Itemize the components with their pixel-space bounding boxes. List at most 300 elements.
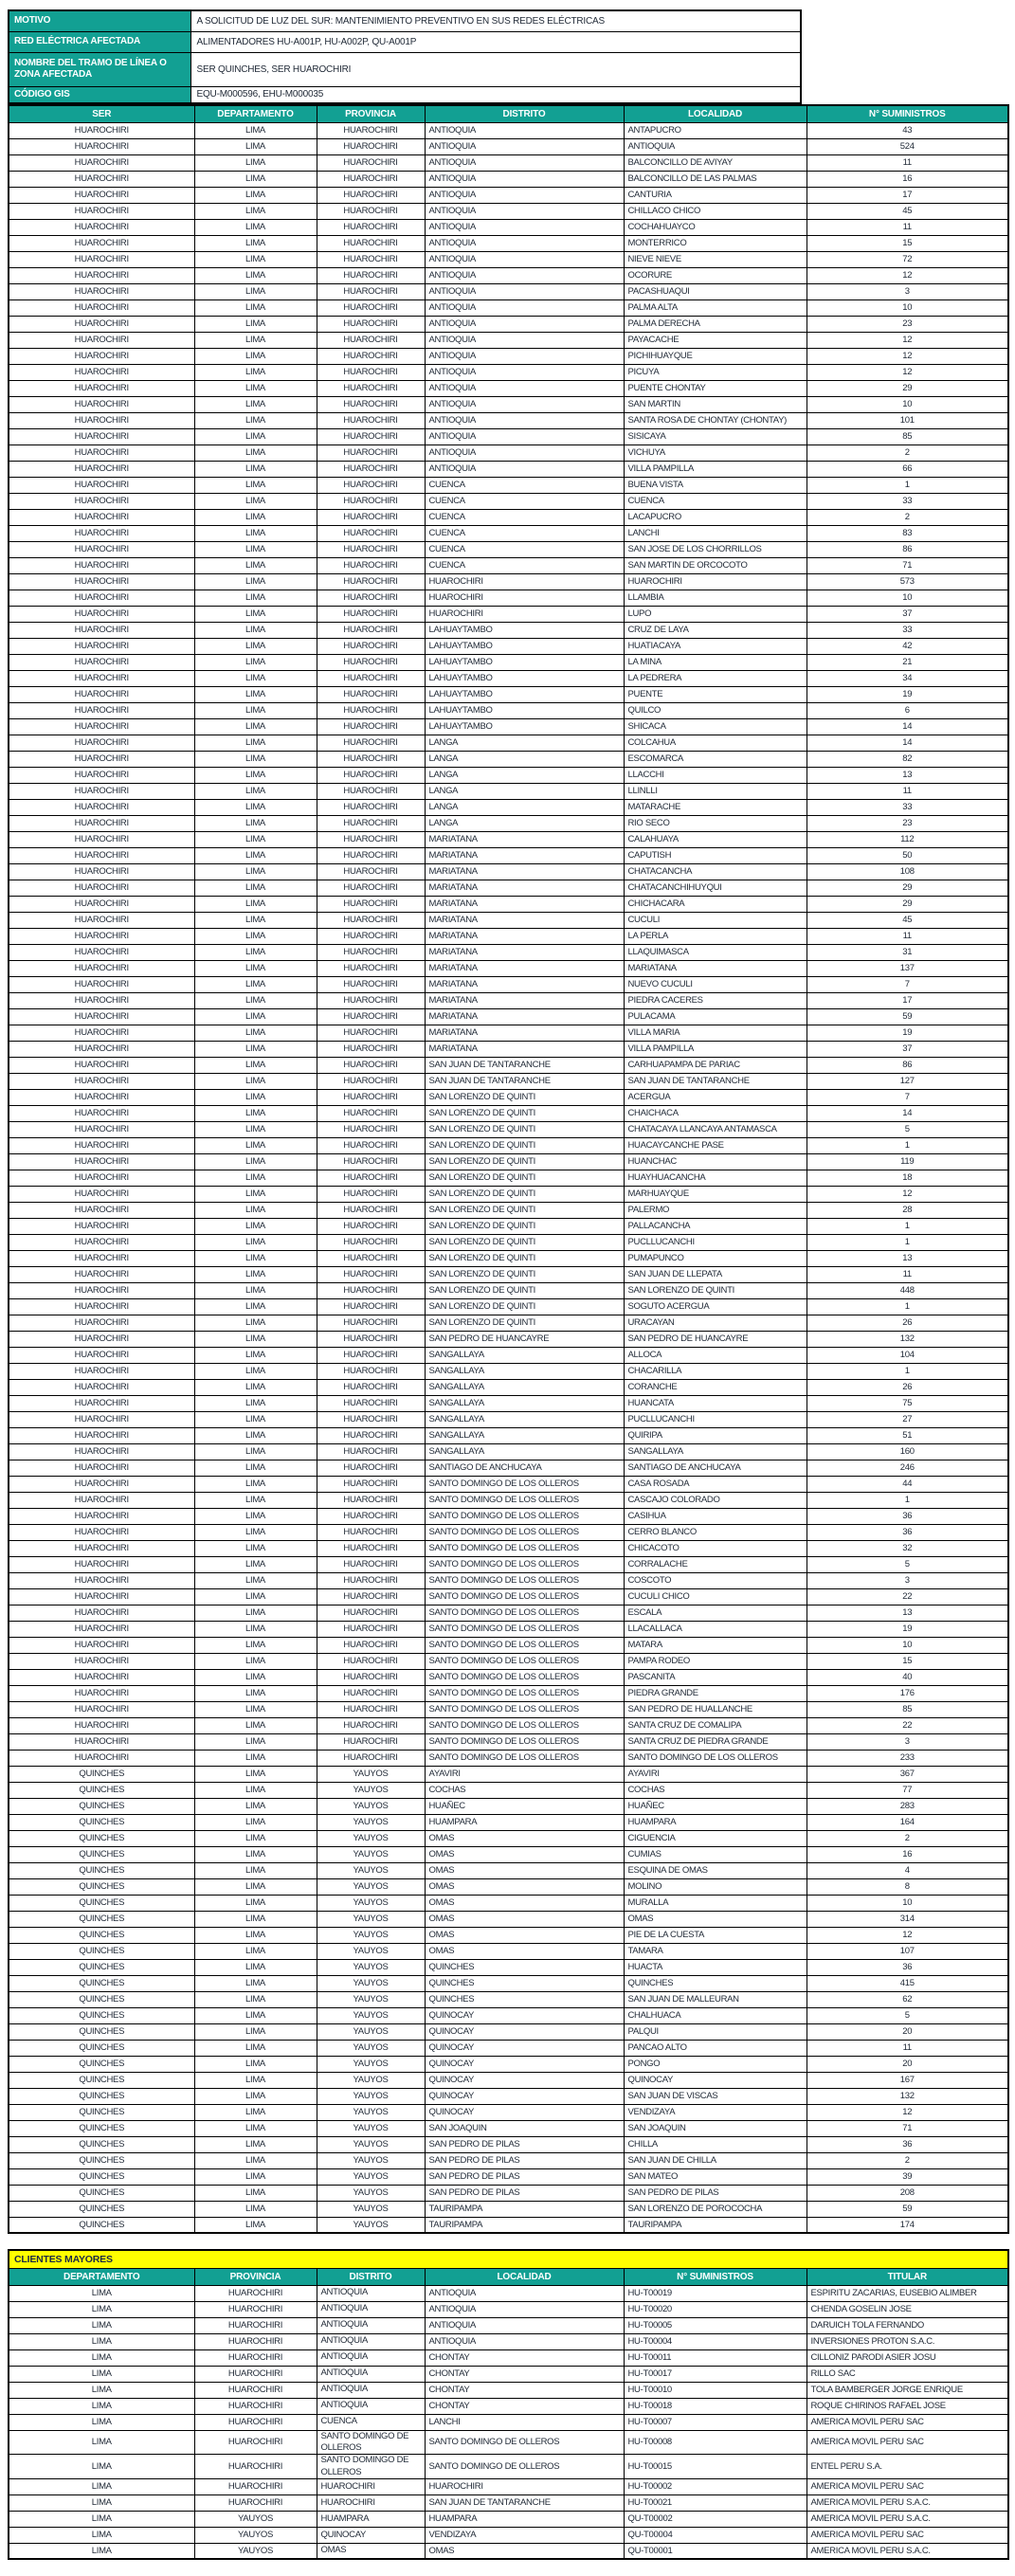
cell: SAN LORENZO DE QUINTI — [425, 1298, 624, 1315]
cell: ANTIOQUIA — [425, 348, 624, 364]
cell: HUAROCHIRI — [317, 1701, 425, 1717]
table-row — [9, 1008, 1008, 1025]
cell: TAMARA — [624, 1943, 807, 1959]
cell: LIMA — [194, 896, 317, 912]
table-row — [9, 1814, 1008, 1830]
cell: HUAROCHIRI — [9, 670, 194, 686]
cell: YAUYOS — [317, 1911, 425, 1927]
cell: HUAROCHIRI — [9, 1701, 194, 1717]
cell: LIMA — [194, 316, 317, 332]
cell: HUAROCHIRI — [317, 235, 425, 251]
cell: SANGALLAYA — [425, 1427, 624, 1443]
cell: HUAROCHIRI — [317, 783, 425, 799]
cell: HUAROCHIRI — [317, 1717, 425, 1733]
cell: SAN JOAQUIN — [425, 2120, 624, 2136]
cell: HUAROCHIRI — [9, 1137, 194, 1153]
cell: 17 — [807, 992, 1008, 1008]
cell: 314 — [807, 1911, 1008, 1927]
cell: HUAROCHIRI — [9, 654, 194, 670]
cell: MARIATANA — [425, 896, 624, 912]
cell: QUINOCAY — [425, 2088, 624, 2104]
cell: COSCOTO — [624, 1572, 807, 1588]
cell: HUAROCHIRI — [317, 847, 425, 863]
cell: SAN LORENZO DE QUINTI — [425, 1250, 624, 1266]
cell: CUENCA — [624, 493, 807, 509]
cell: 66 — [807, 461, 1008, 477]
cell: HUAROCHIRI — [317, 428, 425, 444]
column-header: LOCALIDAD — [624, 105, 807, 122]
cell: 28 — [807, 1202, 1008, 1218]
clientes-mayores-title-row — [9, 2250, 1008, 2268]
cell: LIMA — [194, 606, 317, 622]
cell: SANTO DOMINGO DE LOS OLLEROS — [425, 1605, 624, 1621]
cell: QUINCHES — [9, 2088, 194, 2104]
cell: ANTIOQUIA — [425, 154, 624, 171]
table-row — [9, 2120, 1008, 2136]
cell: 62 — [807, 1991, 1008, 2007]
cell: ANTIOQUIA — [425, 396, 624, 412]
cell: LANGA — [425, 815, 624, 831]
cell: LIMA — [194, 928, 317, 944]
table-row — [9, 686, 1008, 702]
cell: LIMA — [194, 2120, 317, 2136]
table-row — [9, 1991, 1008, 2007]
cell: HUAROCHIRI — [9, 1669, 194, 1685]
cell: HUAROCHIRI — [317, 1234, 425, 1250]
cell: LIMA — [194, 1540, 317, 1556]
cell: MARIATANA — [425, 944, 624, 960]
cell: 107 — [807, 1943, 1008, 1959]
table-row — [9, 1943, 1008, 1959]
cell: LIMA — [194, 1766, 317, 1782]
cell: 11 — [807, 219, 1008, 235]
cell: HUAROCHIRI — [317, 171, 425, 187]
cell: BALCONCILLO DE LAS PALMAS — [624, 171, 807, 187]
cell: 22 — [807, 1717, 1008, 1733]
cell: HUAROCHIRI — [9, 1218, 194, 1234]
cell: LIMA — [194, 2088, 317, 2104]
table-row — [9, 896, 1008, 912]
cell: LIMA — [194, 1492, 317, 1508]
cell: LIMA — [194, 1605, 317, 1621]
cell: HUAROCHIRI — [317, 461, 425, 477]
cell: HUAROCHIRI — [317, 735, 425, 751]
cell: YAUYOS — [317, 2217, 425, 2233]
cell: ANTIOQUIA — [317, 2317, 425, 2333]
cell: HUAROCHIRI — [317, 154, 425, 171]
cell: OMAS — [425, 1927, 624, 1943]
cell: CARHUAPAMPA DE PARIAC — [624, 1057, 807, 1073]
cell: HUAROCHIRI — [317, 1089, 425, 1105]
cell: 33 — [807, 799, 1008, 815]
cell: HUAROCHIRI — [317, 815, 425, 831]
cell: HUAROCHIRI — [194, 2455, 317, 2479]
cell: AMERICA MOVIL PERU S.A.C. — [807, 2543, 1008, 2559]
cell: RIO SECO — [624, 815, 807, 831]
cell: CHILLACO CHICO — [624, 203, 807, 219]
cell: CHATACAYA LLANCAYA ANTAMASCA — [624, 1121, 807, 1137]
cell: HUAROCHIRI — [9, 702, 194, 718]
cell: YAUYOS — [317, 2152, 425, 2168]
cell: HUAROCHIRI — [317, 590, 425, 606]
cell: QUINOCAY — [317, 2527, 425, 2543]
info-label: CÓDIGO GIS — [9, 86, 190, 103]
table-row — [9, 928, 1008, 944]
cell: 85 — [807, 1701, 1008, 1717]
info-row — [9, 52, 801, 86]
cell: YAUYOS — [317, 2088, 425, 2104]
table-row — [9, 1717, 1008, 1733]
table-row — [9, 316, 1008, 332]
cell: 1 — [807, 1298, 1008, 1315]
cell: 104 — [807, 1347, 1008, 1363]
cell: HU-T00011 — [624, 2349, 807, 2366]
cell: HUAROCHIRI — [425, 2478, 624, 2494]
cell: QUINCHES — [9, 1846, 194, 1862]
table-row — [9, 461, 1008, 477]
cell: 29 — [807, 880, 1008, 896]
cell: ANTIOQUIA — [425, 138, 624, 154]
table-row — [9, 299, 1008, 316]
cell: YAUYOS — [317, 2201, 425, 2217]
cell: HUAROCHIRI — [9, 154, 194, 171]
cell: 2 — [807, 2152, 1008, 2168]
cell: HUAROCHIRI — [317, 509, 425, 525]
cell: LIMA — [194, 1814, 317, 1830]
table-row — [9, 2543, 1008, 2559]
cell: LANGA — [425, 767, 624, 783]
cell: SANTO DOMINGO DE LOS OLLEROS — [425, 1588, 624, 1605]
cell: 137 — [807, 960, 1008, 976]
table-row — [9, 2072, 1008, 2088]
cell: LIMA — [194, 735, 317, 751]
table-row — [9, 1733, 1008, 1750]
cell: 85 — [807, 428, 1008, 444]
cell: PUMAPUNCO — [624, 1250, 807, 1266]
cell: HUAROCHIRI — [317, 1572, 425, 1588]
cell: LIMA — [194, 1105, 317, 1121]
cell: ANTIOQUIA — [425, 461, 624, 477]
table-row — [9, 525, 1008, 541]
cell: MARIATANA — [624, 960, 807, 976]
cell: HUAROCHIRI — [9, 1750, 194, 1766]
cell: HUAROCHIRI — [9, 364, 194, 380]
cell: HUAROCHIRI — [9, 912, 194, 928]
cell: HUAROCHIRI — [9, 396, 194, 412]
table-row — [9, 2455, 1008, 2479]
cell: SANGALLAYA — [425, 1411, 624, 1427]
cell: HUAROCHIRI — [9, 896, 194, 912]
cell: OMAS — [425, 1830, 624, 1846]
table-row — [9, 880, 1008, 896]
cell: HUAROCHIRI — [317, 1170, 425, 1186]
table-row — [9, 219, 1008, 235]
cell: YAUYOS — [317, 2120, 425, 2136]
table-row — [9, 590, 1008, 606]
cell: HUAROCHIRI — [425, 606, 624, 622]
cell: LANGA — [425, 783, 624, 799]
cell: NUEVO CUCULI — [624, 976, 807, 992]
cell: LIMA — [194, 2104, 317, 2120]
cell: HUAROCHIRI — [9, 573, 194, 590]
cell: LIMA — [194, 2136, 317, 2152]
cell: ACERGUA — [624, 1089, 807, 1105]
cell: HUAROCHIRI — [317, 880, 425, 896]
cell: CHAICHACA — [624, 1105, 807, 1121]
cell: HUAROCHIRI — [9, 509, 194, 525]
cell: YAUYOS — [194, 2527, 317, 2543]
cell: LIMA — [9, 2414, 194, 2430]
cell: HUAROCHIRI — [317, 831, 425, 847]
cell: SAN PEDRO DE PILAS — [425, 2136, 624, 2152]
cell: HUAROCHIRI — [317, 1621, 425, 1637]
cell: 5 — [807, 2007, 1008, 2023]
cell: AYAVIRI — [624, 1766, 807, 1782]
cell: CUCULI — [624, 912, 807, 928]
cell: HUAROCHIRI — [9, 1605, 194, 1621]
cell: 86 — [807, 541, 1008, 557]
cell: COCHAS — [425, 1782, 624, 1798]
cell: QUINOCAY — [425, 2104, 624, 2120]
cell: OMAS — [425, 1943, 624, 1959]
table-row — [9, 1782, 1008, 1798]
cell: ROQUE CHIRINOS RAFAEL JOSE — [807, 2398, 1008, 2414]
cell: SANTO DOMINGO DE LOS OLLEROS — [425, 1669, 624, 1685]
cell: QUINCHES — [9, 1895, 194, 1911]
cell: LIMA — [194, 767, 317, 783]
cell: URACAYAN — [624, 1315, 807, 1331]
cell: 15 — [807, 1653, 1008, 1669]
table-row — [9, 1105, 1008, 1121]
table-row — [9, 1685, 1008, 1701]
cell: SANTIAGO DE ANCHUCAYA — [624, 1460, 807, 1476]
cell: ANTIOQUIA — [317, 2349, 425, 2366]
cell: CUMIAS — [624, 1846, 807, 1862]
cell: SAN LORENZO DE QUINTI — [425, 1234, 624, 1250]
cell: ESQUINA DE OMAS — [624, 1862, 807, 1878]
cell: VENDIZAYA — [425, 2527, 624, 2543]
cell: ANTAPUCRO — [624, 122, 807, 138]
cell: SAN LORENZO DE POROCOCHA — [624, 2201, 807, 2217]
cell: HUAROCHIRI — [9, 1202, 194, 1218]
table-row — [9, 2201, 1008, 2217]
cell: 132 — [807, 2088, 1008, 2104]
cell: CHATACANCHA — [624, 863, 807, 880]
cell: HUAROCHIRI — [9, 783, 194, 799]
cell: CUENCA — [317, 2414, 425, 2430]
cell: SANTA ROSA DE CHONTAY (CHONTAY) — [624, 412, 807, 428]
cell: SANTO DOMINGO DE LOS OLLEROS — [425, 1733, 624, 1750]
table-row — [9, 2317, 1008, 2333]
cell: LIMA — [194, 267, 317, 283]
cell: YAUYOS — [317, 1991, 425, 2007]
cell: SANTO DOMINGO DE OLLEROS — [425, 2430, 624, 2455]
cell: SAN JOSE DE LOS CHORRILLOS — [624, 541, 807, 557]
cell: LIMA — [9, 2333, 194, 2349]
cell: HUAROCHIRI — [9, 1105, 194, 1121]
cell: HUAROCHIRI — [9, 219, 194, 235]
cell: QUINCHES — [9, 2072, 194, 2088]
cell: LIMA — [194, 1443, 317, 1460]
cell: 11 — [807, 2040, 1008, 2056]
table-row — [9, 1234, 1008, 1250]
cell: 29 — [807, 896, 1008, 912]
cell: PULACAMA — [624, 1008, 807, 1025]
cell: HUAROCHIRI — [317, 1218, 425, 1234]
cell: LIMA — [194, 1282, 317, 1298]
cell: HUANCATA — [624, 1395, 807, 1411]
cell: HUAROCHIRI — [9, 880, 194, 896]
cell: QUINOCAY — [624, 2072, 807, 2088]
cell: 12 — [807, 267, 1008, 283]
cell: RILLO SAC — [807, 2366, 1008, 2382]
cell: ANTIOQUIA — [317, 2366, 425, 2382]
cell: ESPIRITU ZACARIAS, EUSEBIO ALIMBER — [807, 2285, 1008, 2301]
cell: HUAROCHIRI — [317, 1492, 425, 1508]
cell: HUAROCHIRI — [9, 1621, 194, 1637]
table-row — [9, 1556, 1008, 1572]
cell: LAHUAYTAMBO — [425, 622, 624, 638]
cell: HUAMPARA — [425, 2511, 624, 2527]
cell: LIMA — [194, 1556, 317, 1572]
cell: LIMA — [194, 1669, 317, 1685]
cell: HUAROCHIRI — [9, 1250, 194, 1266]
cell: LA PERLA — [624, 928, 807, 944]
table-row — [9, 2104, 1008, 2120]
cell: 75 — [807, 1395, 1008, 1411]
cell: LIMA — [194, 2201, 317, 2217]
cell: SANTO DOMINGO DE OLLEROS — [425, 2455, 624, 2479]
cell: 15 — [807, 235, 1008, 251]
cell: YAUYOS — [317, 1878, 425, 1895]
cell: HUAÑEC — [624, 1798, 807, 1814]
cell: HUAROCHIRI — [317, 1508, 425, 1524]
cell: 10 — [807, 299, 1008, 316]
cell: QUINCHES — [9, 2201, 194, 2217]
cell: SANGALLAYA — [624, 1443, 807, 1460]
cell: 32 — [807, 1540, 1008, 1556]
table-row — [9, 1395, 1008, 1411]
cell: LIMA — [194, 960, 317, 976]
cell: 119 — [807, 1153, 1008, 1170]
column-header: PROVINCIA — [317, 105, 425, 122]
table-row — [9, 364, 1008, 380]
cell: QUINCHES — [9, 2023, 194, 2040]
cell: ANTIOQUIA — [425, 380, 624, 396]
cell: HUAROCHIRI — [9, 751, 194, 767]
cell: QUINOCAY — [425, 2040, 624, 2056]
cell: HUAROCHIRI — [9, 638, 194, 654]
cell: HUAROCHIRI — [9, 122, 194, 138]
table-row — [9, 1895, 1008, 1911]
cell: HUAROCHIRI — [194, 2430, 317, 2455]
cell: HUAROCHIRI — [317, 670, 425, 686]
column-header: DISTRITO — [317, 2268, 425, 2285]
cell: HUAROCHIRI — [317, 299, 425, 316]
table-row — [9, 1202, 1008, 1218]
cell: 33 — [807, 493, 1008, 509]
cell: LIMA — [194, 1991, 317, 2007]
clientes-mayores-table — [8, 2249, 1009, 2560]
cell: HU-T00021 — [624, 2494, 807, 2511]
cell: 77 — [807, 1782, 1008, 1798]
cell: LIMA — [194, 1347, 317, 1363]
cell: HUAROCHIRI — [9, 976, 194, 992]
cell: HUAROCHIRI — [9, 718, 194, 735]
cell: LIMA — [194, 1025, 317, 1041]
cell: LIMA — [194, 751, 317, 767]
cell: ANTIOQUIA — [425, 364, 624, 380]
cell: MARIATANA — [425, 880, 624, 896]
info-row — [9, 86, 801, 103]
table-row — [9, 428, 1008, 444]
cell: QUINOCAY — [425, 2072, 624, 2088]
cell: HUACAYCANCHE PASE — [624, 1137, 807, 1153]
cell: ANTIOQUIA — [425, 122, 624, 138]
table-row — [9, 1121, 1008, 1137]
cell: SAN PEDRO DE PILAS — [425, 2185, 624, 2201]
cell: LIMA — [194, 2072, 317, 2088]
cell: QUINOCAY — [425, 2007, 624, 2023]
cell: QUINCHES — [9, 2168, 194, 2185]
table-row — [9, 154, 1008, 171]
cell: ANTIOQUIA — [624, 138, 807, 154]
cell: MATARACHE — [624, 799, 807, 815]
cell: LIMA — [194, 1717, 317, 1733]
cell: HUAROCHIRI — [317, 348, 425, 364]
cell: HUAROCHIRI — [317, 1363, 425, 1379]
cell: PANCAO ALTO — [624, 2040, 807, 2056]
cell: LIMA — [194, 509, 317, 525]
cell: CASIHUA — [624, 1508, 807, 1524]
cell: HUAROCHIRI — [9, 1637, 194, 1653]
cell: QUINOCAY — [425, 2023, 624, 2040]
cell: LIMA — [194, 1363, 317, 1379]
table-row — [9, 2349, 1008, 2366]
cell: 82 — [807, 751, 1008, 767]
cell: QUINCHES — [9, 1862, 194, 1878]
cell: SAN PEDRO DE HUANCAYRE — [624, 1331, 807, 1347]
cell: HUAROCHIRI — [9, 606, 194, 622]
cell: SAN JUAN DE TANTARANCHE — [624, 1073, 807, 1089]
column-header: DEPARTAMENTO — [9, 2268, 194, 2285]
cell: 524 — [807, 138, 1008, 154]
cell: QU-T00001 — [624, 2543, 807, 2559]
cell: HUAROCHIRI — [9, 299, 194, 316]
cell: VICHUYA — [624, 444, 807, 461]
cell: LIMA — [194, 493, 317, 509]
cell: OCORURE — [624, 267, 807, 283]
cell: HUAROCHIRI — [317, 751, 425, 767]
cell: 83 — [807, 525, 1008, 541]
table-row — [9, 1057, 1008, 1073]
cell: TAURIPAMPA — [425, 2217, 624, 2233]
cell: MARIATANA — [425, 912, 624, 928]
cell: HUAROCHIRI — [9, 1653, 194, 1669]
cell: ANTIOQUIA — [425, 235, 624, 251]
cell: 7 — [807, 1089, 1008, 1105]
info-row — [9, 10, 801, 31]
table-row — [9, 1315, 1008, 1331]
cell: LIMA — [194, 1073, 317, 1089]
cell: LLACALLACA — [624, 1621, 807, 1637]
cell: CORANCHE — [624, 1379, 807, 1395]
table-row — [9, 412, 1008, 428]
cell: 19 — [807, 686, 1008, 702]
table-row — [9, 1443, 1008, 1460]
cell: TOLA BAMBERGER JORGE ENRIQUE — [807, 2382, 1008, 2398]
cell: LIMA — [194, 1202, 317, 1218]
